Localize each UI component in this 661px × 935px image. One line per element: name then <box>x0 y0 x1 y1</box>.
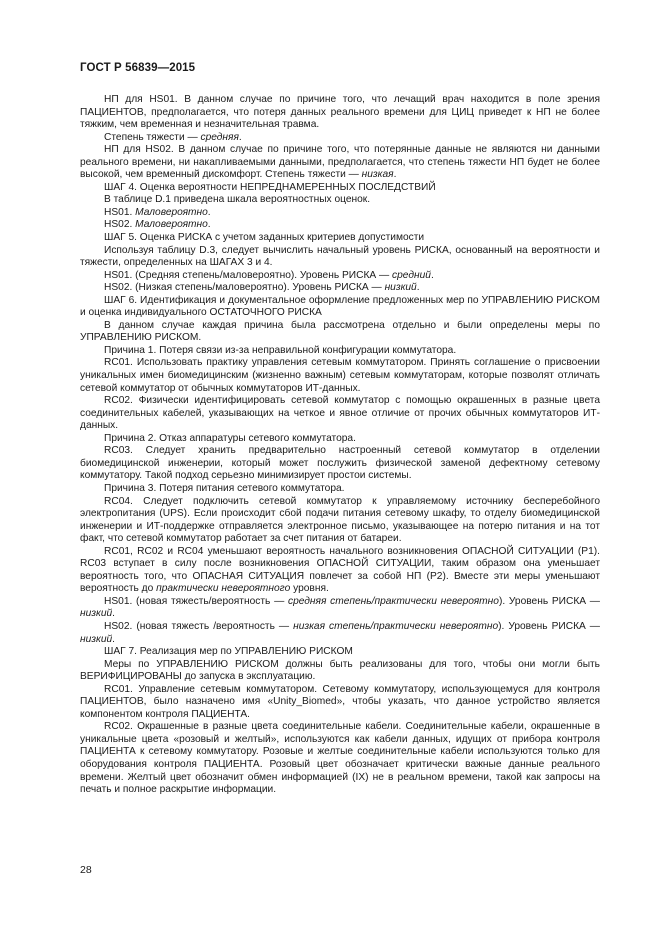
paragraph-text: HS01. (Средняя степень/маловероятно). Уровень РИСКА — <box>104 269 393 281</box>
emphasis-text: Маловероятно <box>135 206 208 218</box>
paragraph-text: ШАГ 7. Реализация мер по УПРАВЛЕНИЮ РИСКОМ <box>104 646 353 658</box>
page-number: 28 <box>80 864 92 876</box>
paragraph-text: . <box>112 608 115 620</box>
paragraph <box>80 496 600 546</box>
paragraph-text: HS02. (Низкая степень/маловероятно). Уровень РИСКА — <box>104 282 385 294</box>
paragraph <box>80 270 600 283</box>
emphasis-text: низкий <box>80 608 113 620</box>
paragraph <box>80 659 600 684</box>
paragraph <box>80 345 600 358</box>
paragraph <box>80 219 600 232</box>
paragraph-text: . <box>393 169 397 181</box>
paragraph <box>80 721 600 796</box>
paragraph-text: В таблице D.1 приведена шкала вероятностных оценок. <box>104 194 371 206</box>
paragraph <box>80 295 600 320</box>
emphasis-text: низкий <box>80 633 113 645</box>
paragraph-text: Причина 2. Отказ аппаратуры сетевого коммутатора. <box>104 432 356 444</box>
paragraph-text: ШАГ 5. Оценка РИСКА с учетом заданных критериев допустимости <box>104 232 425 244</box>
paragraph-text: RC01, RC02 и RC04 уменьшают вероятность начального возникновения ОПАСНОЙ СИТУАЦИИ (P1). RC03 вступает в силу после возникновения ОПАСНОЙ СИТУАЦИИ, таким образом она уменьшает вероятность того, что ОПАСНАЯ СИТУАЦИЯ повлечет за собой НП (P2). Вместе эти меры уменьшают вероятность до <box>80 545 600 595</box>
paragraph-text: . <box>112 633 115 645</box>
paragraph <box>80 445 600 483</box>
paragraph-text: ШАГ 4. Оценка вероятности НЕПРЕДНАМЕРЕННЫХ ПОСЛЕДСТВИЙ <box>104 181 436 193</box>
paragraph-text: RC02. Окрашенные в разные цвета соединительные кабели. Соединительные кабели, окрашенные в уникальные цвета «розовый и желтый», используются как кабели данных, идущих от прибора контроля ПАЦИЕНТА к сетевому коммутатору. Розовые и желтые соединительные кабели используются только для оборудования контроля ПАЦИЕНТА. Розовый цвет обозначает критически важные данные реального времени. Желтый цвет обозначит обмен информацией (IX) не в реальном времени, такой как запросы на печать и полное раскрытие информации. <box>80 721 600 796</box>
paragraph-text: Меры по УПРАВЛЕНИЮ РИСКОМ должны быть реализованы для того, чтобы они могли быть ВЕРИФИЦИРОВАНЫ до запуска в эксплуатацию. <box>80 658 600 683</box>
paragraph-text: RC03. Следует хранить предварительно настроенный сетевой коммутатор в отделении биомедицинской инженерии, который может послужить физической заменой дефектному сетевому коммутатору. Такой подход серьезно минимизирует простои системы. <box>80 445 600 482</box>
paragraph-text: . <box>207 206 211 218</box>
emphasis-text: низкий <box>384 282 417 294</box>
paragraph <box>80 182 600 195</box>
paragraph-text: Используя таблицу D.3, следует вычислить начальный уровень РИСКА, основанный на вероятности и тяжести, определенных на ШАГАХ 3 и 4. <box>80 244 600 269</box>
paragraph <box>80 282 600 295</box>
emphasis-text: средняя <box>200 131 239 143</box>
paragraph-text: Причина 1. Потеря связи из-за неправильной конфигурации коммутатора. <box>104 344 457 356</box>
document-body <box>80 94 600 797</box>
paragraph-text: НП для HS02. В данном случае по причине того, что потерянные данные не являются ни данными реального времени, ни накапливаемыми данными, предполагается, что степень тяжести НП будет не более высокой, чем временный дискомфорт. Степень тяжести — <box>80 144 600 181</box>
paragraph <box>80 194 600 207</box>
paragraph <box>80 357 600 395</box>
paragraph-text: ). Уровень РИСКА — <box>498 620 600 632</box>
paragraph <box>80 232 600 245</box>
emphasis-text: низкая <box>361 169 394 181</box>
paragraph-text: . <box>238 131 242 143</box>
paragraph-text: ). Уровень РИСКА — <box>498 595 600 607</box>
paragraph-text: . <box>430 269 434 281</box>
paragraph-text: HS02. (новая тяжесть /вероятность — <box>104 620 294 632</box>
paragraph-text: уровня. <box>290 583 329 595</box>
emphasis-text: низкая степень/практически невероятно <box>293 620 499 632</box>
paragraph <box>80 94 600 132</box>
emphasis-text: средняя степень/практически невероятно <box>287 595 499 607</box>
emphasis-text: практически невероятного <box>156 583 291 595</box>
paragraph <box>80 596 600 621</box>
paragraph-text: . <box>207 219 211 231</box>
paragraph <box>80 621 600 646</box>
paragraph-text: RC04. Следует подключить сетевой коммутатор к управляемому источнику бесперебойного электропитания (UPS). Если происходит сбой подачи питания сетевому шкафу, то отделу биомедицинской инженерии и ИТ-поддержке отправляется электронное письмо, указывающее на потерю питания и на тот факт, что сетевой коммутатор работает за счет питания от батареи. <box>80 495 600 545</box>
paragraph <box>80 433 600 446</box>
paragraph-text: Причина 3. Потеря питания сетевого коммутатора. <box>104 482 345 494</box>
paragraph-text: НП для HS01. В данном случае по причине того, что лечащий врач находится в поле зрения ПАЦИЕНТОВ, предполагается, что потеря данных реального времени для ЦИЦ приведет к НП не более тяжким, чем временная и незначительная травма. <box>80 94 600 131</box>
document-header: ГОСТ Р 56839—2015 <box>80 62 196 74</box>
paragraph <box>80 646 600 659</box>
paragraph-text: RC02. Физически идентифицировать сетевой коммутатор с помощью окрашенных в разные цвета соединительных кабелей, указывающих на четкое и явное отличие от прочих обычных коммутаторов ИТ-данных. <box>80 395 600 432</box>
paragraph-text: ШАГ 6. Идентификация и документальное оформление предложенных мер по УПРАВЛЕНИЮ РИСКОМ и оценка индивидуального ОСТАТОЧНОГО РИСКА <box>80 294 600 319</box>
paragraph <box>80 483 600 496</box>
paragraph-text: HS01. <box>104 206 136 218</box>
paragraph <box>80 320 600 345</box>
paragraph-text: RC01. Использовать практику управления сетевым коммутатором. Принять соглашение о присвоении уникальных имен биомедицинским (жизненно важным) сетевым коммутаторам, которые позволят отличать сетевой коммутатор от обычных коммутаторов ИТ-данных. <box>80 357 600 394</box>
paragraph <box>80 144 600 182</box>
paragraph <box>80 132 600 145</box>
paragraph <box>80 546 600 596</box>
paragraph-text: . <box>416 282 420 294</box>
paragraph-text: Степень тяжести — <box>104 131 201 143</box>
emphasis-text: средний <box>392 269 431 281</box>
paragraph-text: HS02. <box>104 219 136 231</box>
paragraph <box>80 395 600 433</box>
paragraph-text: RC01. Управление сетевым коммутатором. Сетевому коммутатору, использующемуся для контроля ПАЦИЕНТОВ, было назначено имя «Unity_Biomed», чтобы указать, что данное устройство является компонентом контроля ПАЦИЕНТА. <box>80 683 600 720</box>
paragraph-text: В данном случае каждая причина была рассмотрена отдельно и были определены меры по УПРАВЛЕНИЮ РИСКОМ. <box>80 319 600 344</box>
paragraph-text: HS01. (новая тяжесть/вероятность — <box>104 595 288 607</box>
paragraph <box>80 245 600 270</box>
emphasis-text: Маловероятно <box>135 219 208 231</box>
paragraph <box>80 684 600 722</box>
paragraph <box>80 207 600 220</box>
